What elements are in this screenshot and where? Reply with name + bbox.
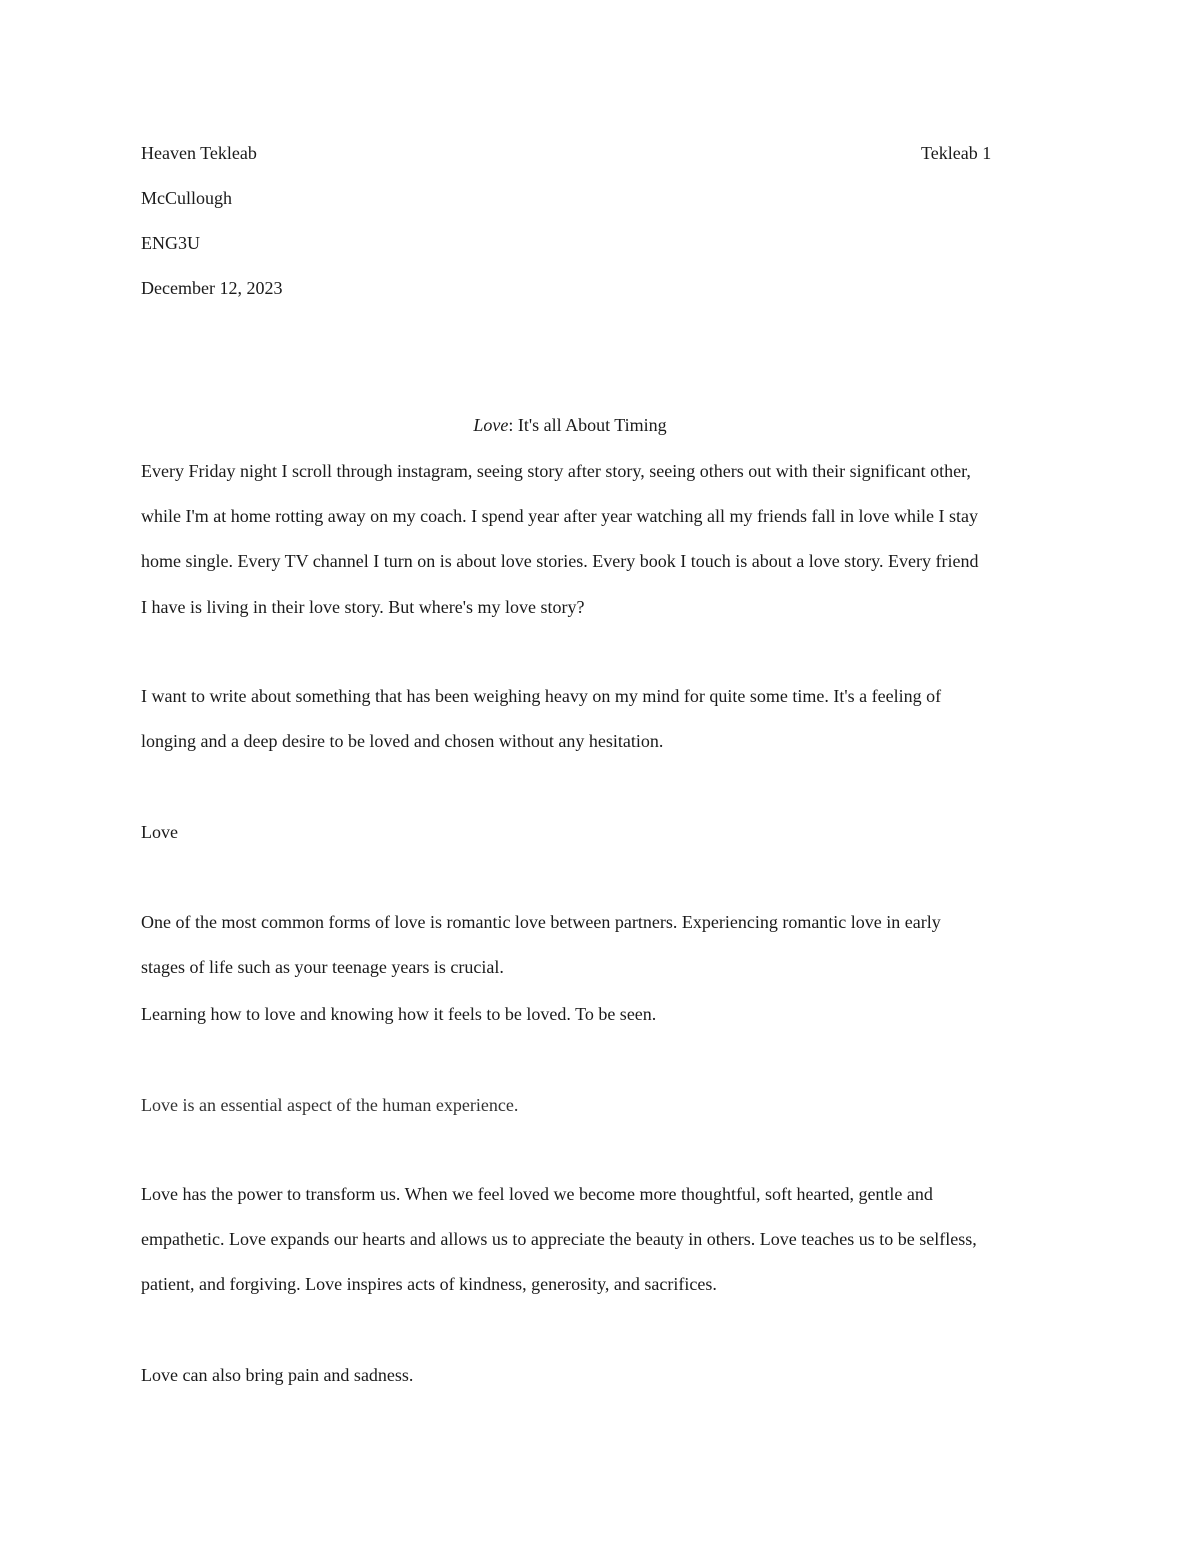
paragraph-pain-sadness: Love can also bring pain and sadness.: [141, 1365, 414, 1385]
paragraph-line: Every Friday night I scroll through instagram, seeing story after story, seeing others out with their significant other,: [141, 461, 971, 481]
paragraph-line: One of the most common forms of love is romantic love between partners. Experiencing romantic love in early: [141, 912, 941, 932]
paragraph-longing: [141, 674, 1061, 764]
paragraph-transform: [141, 1172, 1061, 1308]
paragraph-romantic-love: [141, 900, 1061, 990]
section-heading-love: Love: [141, 822, 178, 842]
paragraph-line: longing and a deep desire to be loved and chosen without any hesitation.: [141, 731, 664, 752]
teacher-name: McCullough: [141, 188, 233, 208]
author-name: Heaven Tekleab: [141, 143, 257, 163]
paragraph-line: stages of life such as your teenage years is crucial.: [141, 957, 504, 978]
paragraph-line: patient, and forgiving. Love inspires acts of kindness, generosity, and sacrifices.: [141, 1274, 717, 1295]
paragraph-essential-aspect: Love is an essential aspect of the human experience.: [141, 1095, 519, 1115]
running-head-page-number: Tekleab 1: [921, 143, 992, 163]
paragraph-line: I want to write about something that has been weighing heavy on my mind for quite some time. It's a feeling of: [141, 686, 942, 706]
essay-date: December 12, 2023: [141, 278, 283, 298]
paragraph-learning-to-love: Learning how to love and knowing how it feels to be loved. To be seen.: [141, 1004, 657, 1024]
paragraph-line: Love has the power to transform us. When we feel loved we become more thoughtful, soft hearted, gentle and: [141, 1184, 933, 1204]
paragraph-line: I have is living in their love story. But where's my love story?: [141, 596, 585, 617]
essay-title: [0, 413, 1140, 437]
paragraph-intro: [141, 449, 1061, 630]
essay-title-rest: : It's all About Timing: [508, 415, 667, 435]
paragraph-line: while I'm at home rotting away on my coach. I spend year after year watching all my friends fall in love while I stay: [141, 506, 978, 527]
paragraph-line: home single. Every TV channel I turn on is about love stories. Every book I touch is about a love story. Every friend: [141, 551, 979, 572]
paragraph-line: empathetic. Love expands our hearts and allows us to appreciate the beauty in others. Love teaches us to be selfless,: [141, 1229, 977, 1250]
course-code: ENG3U: [141, 233, 200, 253]
essay-title-italic: Love: [473, 415, 509, 435]
